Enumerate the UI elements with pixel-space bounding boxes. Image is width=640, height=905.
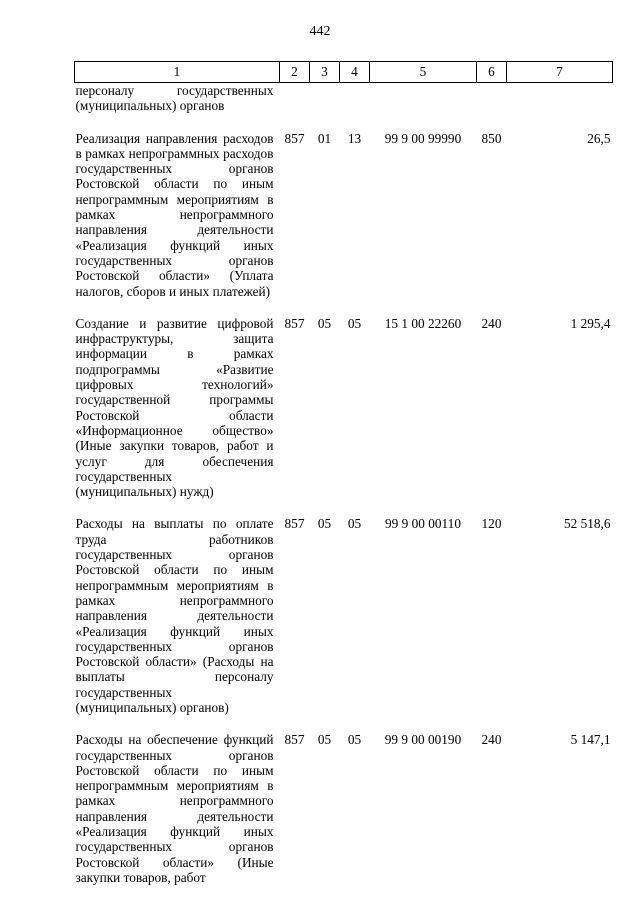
table-row — [75, 131, 613, 316]
row-code-6: 240 — [481, 732, 502, 748]
table-row — [75, 316, 613, 517]
row-code-4 — [340, 83, 370, 131]
row-code-6: 850 — [481, 130, 502, 146]
row-code-4: 05 — [347, 516, 362, 532]
row-amount: 5 147,1 — [570, 732, 611, 748]
row-amount: 1 295,4 — [570, 315, 611, 331]
row-code-3: 05 — [317, 315, 332, 331]
row-code-2: 857 — [284, 732, 305, 748]
header-col-5: 5 — [370, 62, 477, 83]
page-number: 442 — [309, 24, 331, 39]
table-header — [75, 62, 613, 83]
row-description: персоналу государственных (муниципальных) органов — [75, 83, 274, 114]
row-code-6 — [477, 83, 507, 131]
row-code-5: 15 1 00 22260 — [384, 315, 462, 331]
header-col-7: 7 — [507, 62, 613, 83]
row-code-2: 857 — [284, 130, 305, 146]
table-row — [75, 516, 613, 732]
row-amount: 26,5 — [587, 130, 611, 146]
row-amount — [507, 83, 613, 131]
row-code-3: 01 — [317, 130, 332, 146]
row-code-5: 99 9 00 00190 — [384, 732, 462, 748]
table-row — [75, 732, 613, 902]
header-col-6: 6 — [477, 62, 507, 83]
row-description: Расходы на выплаты по оплате труда работников государственных органов Ростовской области по иным непрограммным мероприятиям в рамках непрограммного направления деятельности «Реализация функций иных государственных органов Ростовской области» (Расходы на выплаты персоналу государственных (муниципальных) органов) — [75, 516, 274, 715]
row-code-3: 05 — [317, 732, 332, 748]
row-code-2 — [280, 83, 310, 131]
row-code-5: 99 9 00 00110 — [385, 516, 461, 532]
header-row — [75, 62, 613, 83]
row-code-6: 240 — [481, 315, 502, 331]
row-code-2: 857 — [284, 516, 305, 532]
row-code-4: 13 — [347, 130, 362, 146]
header-col-3: 3 — [310, 62, 340, 83]
row-code-5: 99 9 00 99990 — [384, 130, 462, 146]
row-description: Расходы на обеспечение функций государственных органов Ростовской области по иным непрограммным мероприятиям в рамках непрограммного направления деятельности «Реализация функций иных государственных органов Ростовской области» (Иные закупки товаров, работ — [75, 732, 274, 885]
row-amount: 52 518,6 — [563, 516, 611, 532]
row-code-6: 120 — [481, 516, 502, 532]
header-col-2: 2 — [280, 62, 310, 83]
budget-table — [74, 61, 613, 902]
row-code-3 — [310, 83, 340, 131]
table-body — [75, 83, 613, 903]
row-description: Создание и развитие цифровой инфраструктуры, защита информации в рамках подпрограммы «Развитие цифровых технологий» государственной программы Ростовской области «Информационное общество» (Иные закупки товаров, работ и услуг для обеспечения государственных (муниципальных) нужд) — [75, 315, 274, 500]
header-col-4: 4 — [340, 62, 370, 83]
row-code-2: 857 — [284, 315, 305, 331]
row-code-4: 05 — [347, 732, 362, 748]
table-row — [75, 83, 613, 131]
row-code-3: 05 — [317, 516, 332, 532]
row-description: Реализация направления расходов в рамках непрограммных расходов государственных органов Ростовской области по иным непрограммным мероприятиям в рамках непрограммного направления деятельности «Реализация функций иных государственных органов Ростовской области» (Уплата налогов, сборов и иных платежей) — [75, 130, 274, 299]
row-code-5 — [370, 83, 477, 131]
header-col-1: 1 — [75, 62, 280, 83]
row-code-4: 05 — [347, 315, 362, 331]
